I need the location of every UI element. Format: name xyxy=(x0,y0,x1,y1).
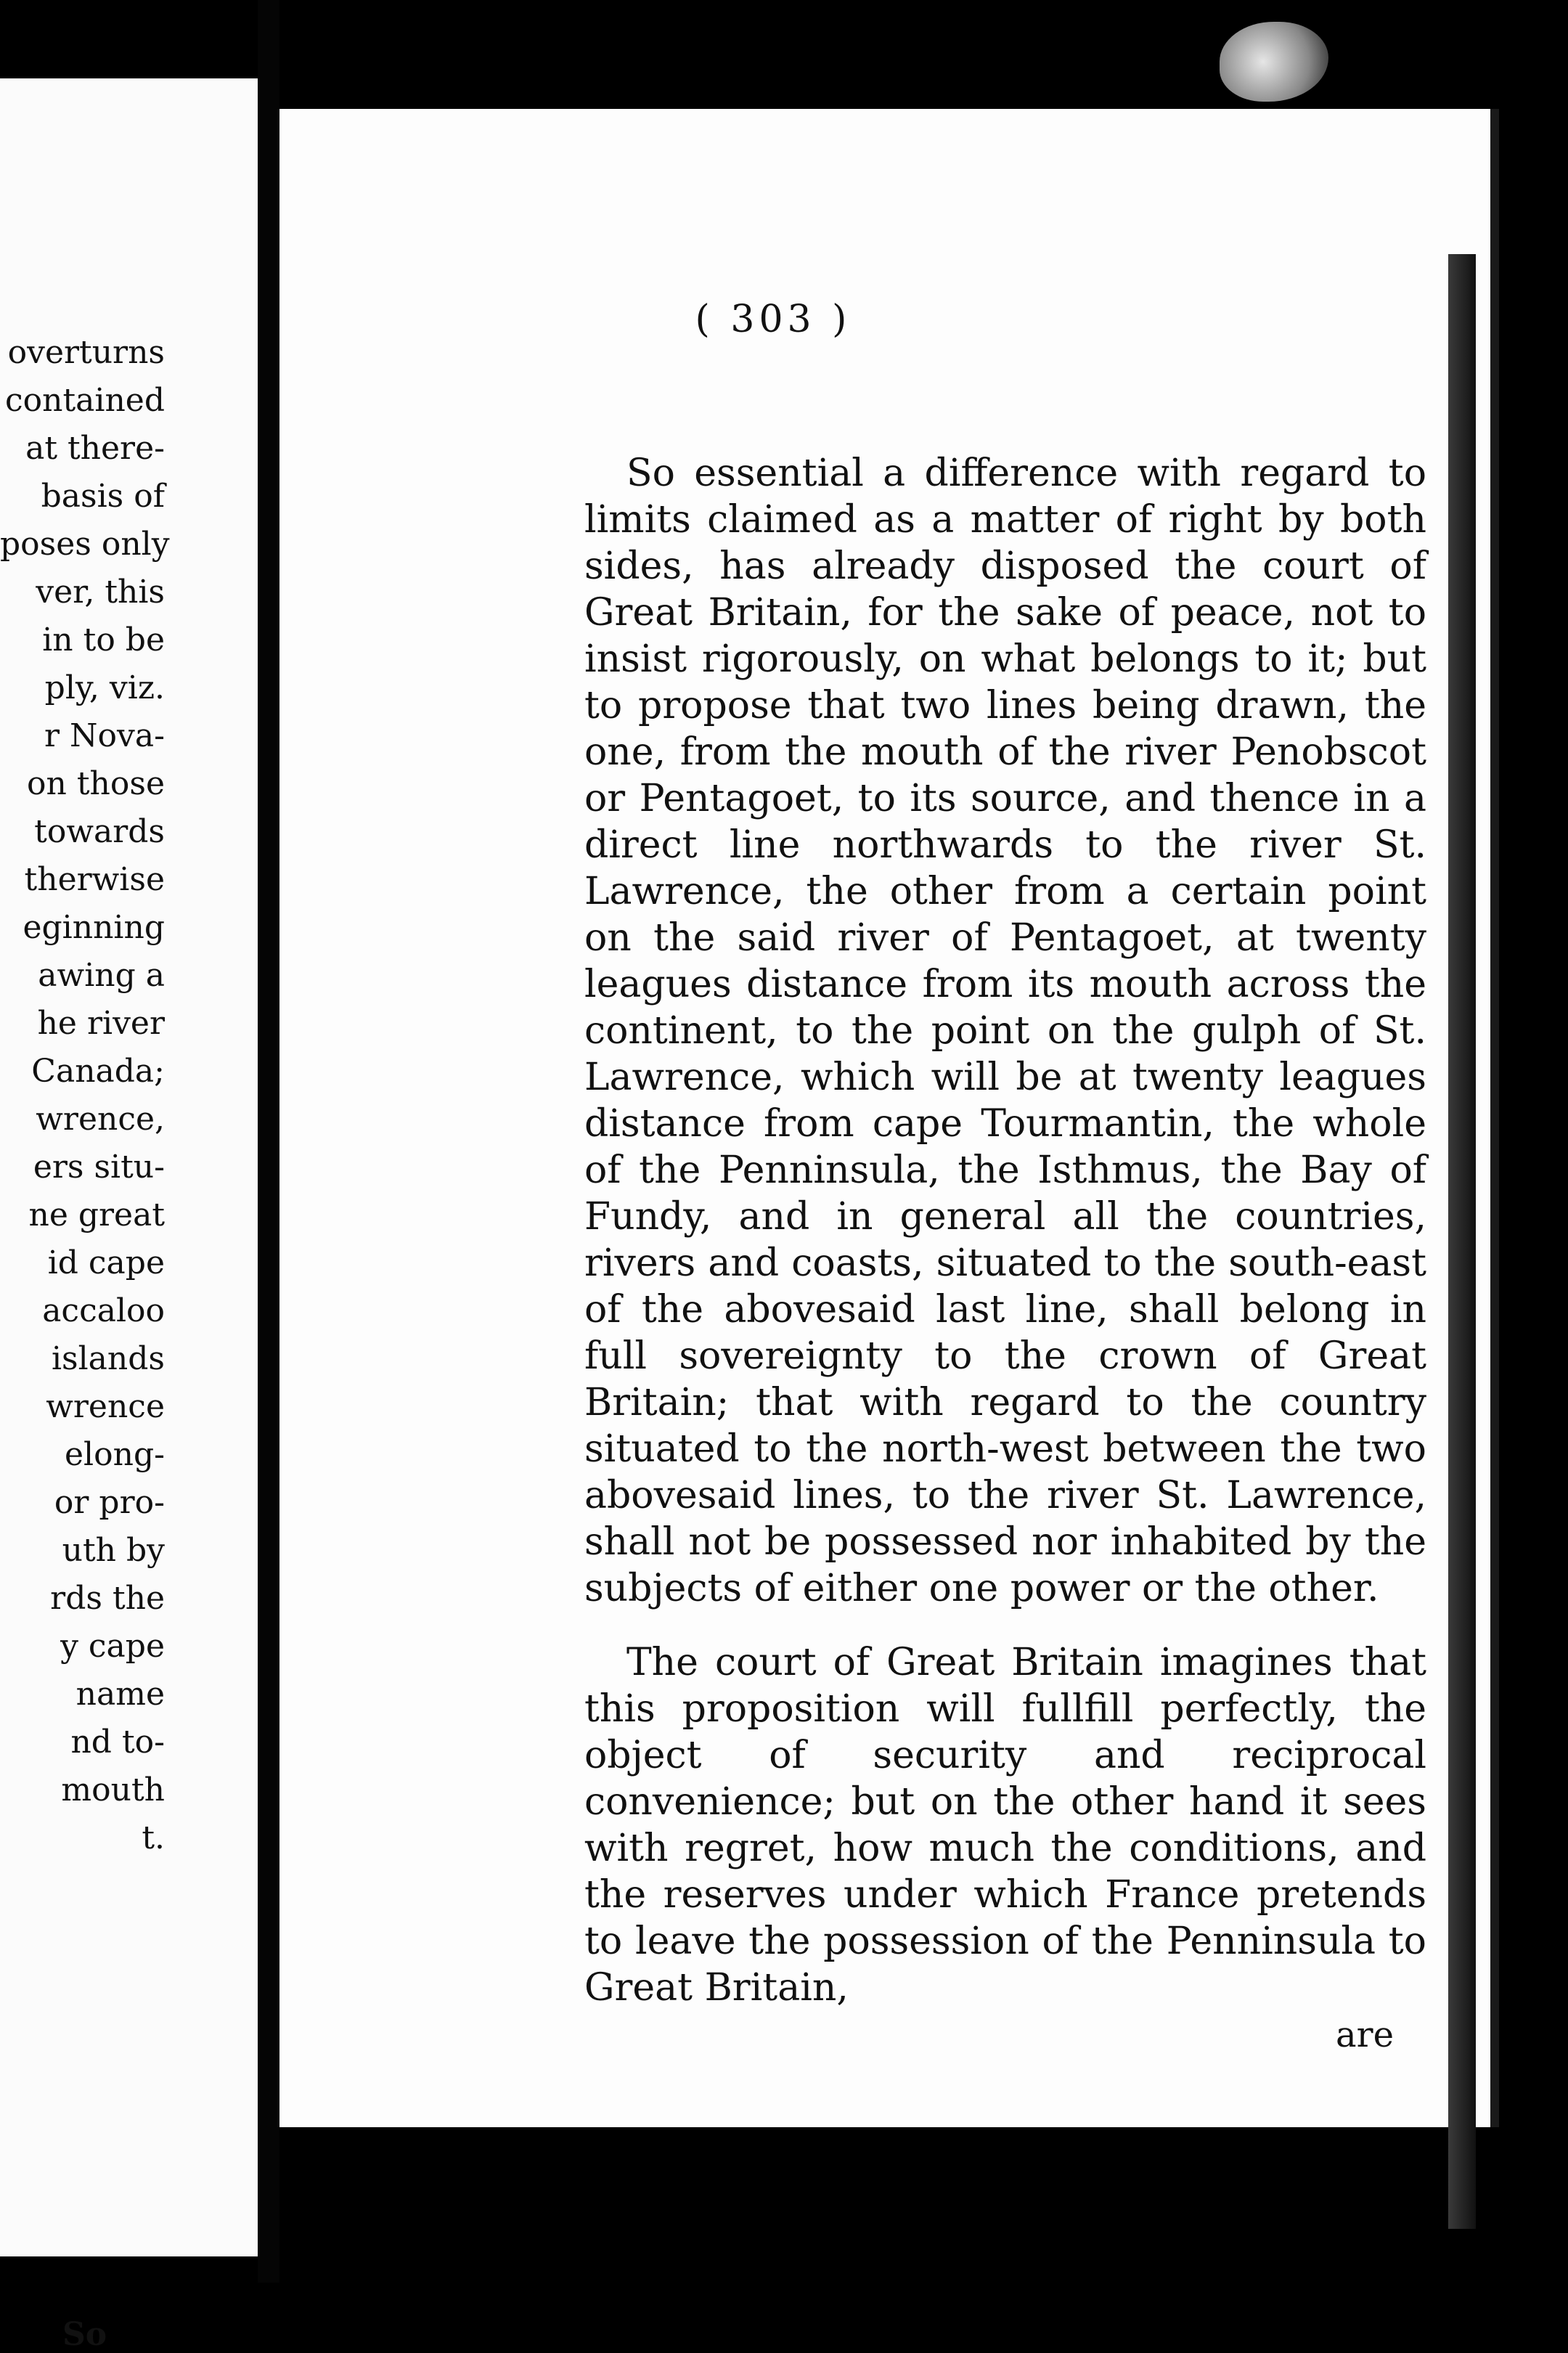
previous-page-line: or pro- xyxy=(54,1484,165,1521)
previous-page-line: contained xyxy=(5,382,165,419)
previous-page-line: eginning xyxy=(23,909,165,946)
previous-page-line: wrence, xyxy=(36,1101,165,1138)
previous-page-text xyxy=(0,329,258,1862)
previous-page-line: at there- xyxy=(25,430,165,467)
page-edge xyxy=(1448,254,1476,2229)
previous-page-line: rds the xyxy=(50,1580,165,1617)
previous-page-line: ne great xyxy=(28,1196,165,1233)
paper-damage xyxy=(1220,22,1328,102)
previous-page-line: elong- xyxy=(65,1436,165,1473)
previous-page-line: islands xyxy=(51,1340,165,1377)
previous-page-line: Canada; xyxy=(31,1053,165,1090)
previous-page-line: ers situ- xyxy=(33,1149,165,1186)
previous-page-line: poses only xyxy=(0,526,170,563)
page-body xyxy=(584,450,1426,2039)
previous-page-line: ver, this xyxy=(36,574,165,611)
previous-page-line: t. xyxy=(142,1819,165,1856)
previous-page-line: r Nova- xyxy=(44,717,165,754)
page-number: ( 303 ) xyxy=(695,298,852,341)
previous-page-line: he river xyxy=(37,1005,165,1042)
previous-page-line: wrence xyxy=(46,1388,165,1425)
previous-page-line: name xyxy=(75,1676,165,1713)
previous-page-line: basis of xyxy=(41,478,165,515)
previous-page-line: awing a xyxy=(38,957,165,994)
paragraph-1: So essential a difference with regard to limits claimed as a matter of right by both sides, has already disposed the court of Great Britain, for the sake of peace, not to insist rigorously, on what belongs to it; but to propose that two lines being drawn, the one, from the mouth of the river Penobscot or Pentagoet, to its source, and thence in a direct line northwards to the river St. Lawrence, the other from a certain point on the said river of Pentagoet, at twenty leagues distance from its mouth across the continent, to the point on the gulph of St. Lawrence, which will be at twenty leagues distance from cape Tourmantin, the whole of the Penninsula, the Isthmus, the Bay of Fundy, and in general all the countries, rivers and coasts, situated to the south-east of the abovesaid last line, shall belong in full sovereignty to the crown of Great Britain; that with regard to the country situated to the north-west between the two abovesaid lines, to the river St. Lawrence, shall not be possessed nor inhabited by the subjects of either one power or the other. xyxy=(584,452,1426,1610)
previous-page-catchword: So xyxy=(62,2316,107,2353)
previous-page-line: nd to- xyxy=(70,1724,165,1761)
previous-page-line: accaloo xyxy=(42,1292,165,1329)
previous-page-line: towards xyxy=(34,813,165,850)
previous-page-line: overturns xyxy=(7,334,165,371)
previous-page-line: ply, viz. xyxy=(44,669,165,706)
previous-page-line: mouth xyxy=(61,1771,165,1808)
book-gutter xyxy=(258,0,279,2283)
previous-page-line: uth by xyxy=(62,1532,165,1569)
previous-page-line: y cape xyxy=(60,1628,165,1665)
previous-page-line: therwise xyxy=(24,861,165,898)
previous-page-line: in to be xyxy=(42,621,165,658)
previous-page-line: id cape xyxy=(47,1244,165,1281)
book-page xyxy=(279,109,1499,2127)
catchword: are xyxy=(1336,2015,1394,2055)
paragraph-2: The court of Great Britain imagines that this proposition will fullfill perfectly, the object of security and reciprocal convenience; but on the other hand it sees with regret, how much the conditions, and the reserves under which France pretends to leave the possession of the Penninsula to Great Britain, xyxy=(584,1641,1426,2010)
previous-page xyxy=(0,78,258,2353)
previous-page-line: on those xyxy=(27,765,165,802)
